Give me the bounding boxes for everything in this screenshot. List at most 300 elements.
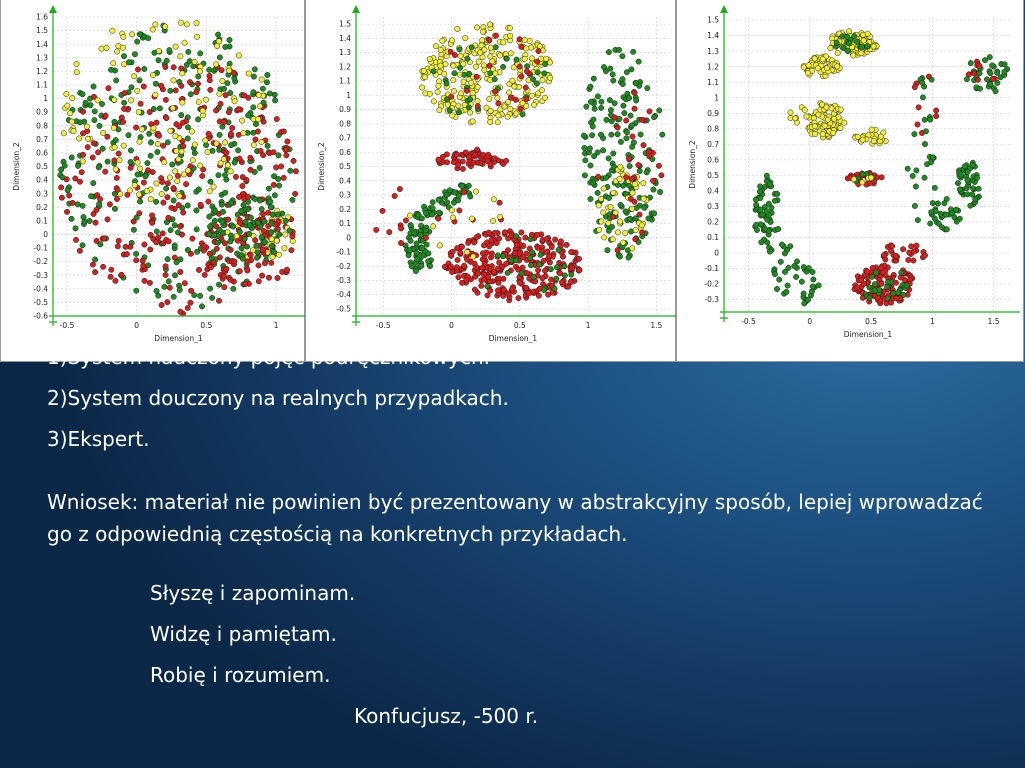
data-point-green [620, 81, 625, 86]
data-point-green [638, 132, 643, 137]
data-point-red [502, 230, 507, 235]
data-point-red [161, 200, 166, 205]
data-point-yellow [488, 108, 493, 113]
data-point-green [601, 64, 606, 69]
data-point-green [412, 230, 417, 235]
y-tick-label: 0.1 [707, 233, 719, 243]
data-point-red [228, 247, 233, 252]
data-point-yellow [251, 142, 256, 147]
data-point-red [105, 134, 110, 139]
data-point-red [461, 263, 466, 268]
data-point-green [426, 259, 431, 264]
data-point-yellow [135, 160, 140, 165]
data-point-red [475, 103, 480, 108]
data-point-red [198, 202, 203, 207]
data-point-green [436, 197, 441, 202]
data-point-red [100, 264, 105, 269]
data-point-green [954, 219, 959, 224]
data-point-yellow [508, 51, 513, 56]
data-point-green [618, 202, 623, 207]
data-point-green [631, 140, 636, 145]
data-point-green [213, 209, 218, 214]
data-point-yellow [473, 189, 478, 194]
data-point-yellow [641, 181, 646, 186]
data-point-green [777, 277, 782, 282]
y-axis-arrow-icon [49, 5, 57, 13]
data-point-green [932, 185, 937, 190]
data-point-green [259, 234, 264, 239]
data-point-yellow [173, 134, 178, 139]
data-point-green [269, 243, 274, 248]
conclusion-paragraph: Wniosek: materiał nie powinien być prezentowany w abstrakcyjny sposób, lepiej wprowadzać go z odpowiednią częstością na konkretnych przykładach. [47, 490, 983, 546]
data-point-green [128, 148, 133, 153]
data-point-red [173, 88, 178, 93]
y-tick-label: -0.4 [336, 290, 351, 300]
data-point-green [83, 100, 88, 105]
data-point-green [246, 113, 251, 118]
data-point-green [248, 215, 253, 220]
data-point-red [147, 280, 152, 285]
data-point-green [419, 245, 424, 250]
data-point-yellow [184, 22, 189, 27]
data-point-red [289, 248, 294, 253]
data-point-green [465, 56, 470, 61]
data-point-green [623, 209, 628, 214]
scatter-plot-3 [677, 0, 1025, 362]
data-point-red [492, 89, 497, 94]
data-point-red [108, 274, 113, 279]
y-tick-label: 0.7 [707, 139, 719, 149]
data-point-red [641, 142, 646, 147]
data-point-red [253, 137, 258, 142]
data-point-yellow [491, 197, 496, 202]
data-point-green [1002, 62, 1007, 67]
data-point-green [626, 255, 631, 260]
data-point-red [455, 162, 460, 167]
data-point-green [194, 227, 199, 232]
data-point-red [474, 74, 479, 79]
list-item-1-clipped [0, 345, 1024, 374]
data-point-yellow [632, 182, 637, 187]
data-point-yellow [598, 196, 603, 201]
data-point-red [870, 265, 875, 270]
data-point-green [408, 238, 413, 243]
data-point-red [466, 240, 471, 245]
data-point-green [976, 186, 981, 191]
data-point-yellow [815, 66, 820, 71]
y-tick-label: 0.9 [707, 108, 719, 118]
data-point-green [121, 53, 126, 58]
data-point-green [88, 194, 93, 199]
data-point-yellow [64, 91, 69, 96]
data-point-yellow [478, 50, 483, 55]
data-point-green [624, 70, 629, 75]
data-point-green [537, 262, 542, 267]
data-point-green [165, 140, 170, 145]
data-point-yellow [442, 71, 447, 76]
data-point-green [520, 112, 525, 117]
y-tick-label: 0.6 [707, 155, 719, 165]
data-point-green [129, 85, 134, 90]
data-point-red [909, 244, 914, 249]
data-point-green [137, 199, 142, 204]
data-point-yellow [181, 172, 186, 177]
data-point-green [135, 39, 140, 44]
data-point-red [273, 165, 278, 170]
data-point-red [237, 220, 242, 225]
data-point-red [615, 125, 620, 130]
data-point-yellow [153, 92, 158, 97]
data-point-green [466, 105, 471, 110]
data-point-green [207, 224, 212, 229]
axes [49, 5, 312, 326]
data-point-red [647, 154, 652, 159]
data-point-red [176, 202, 181, 207]
data-point-red [520, 255, 525, 260]
y-tick-label: -0.5 [336, 304, 351, 314]
x-tick-label: -0.5 [59, 321, 75, 330]
data-point-yellow [121, 143, 126, 148]
data-point-green [254, 255, 259, 260]
data-point-red [222, 119, 227, 124]
data-point-yellow [112, 97, 117, 102]
data-point-green [582, 173, 587, 178]
data-point-green [277, 232, 282, 237]
data-point-green [541, 287, 546, 292]
data-point-yellow [524, 103, 529, 108]
data-point-green [528, 255, 533, 260]
data-point-red [172, 255, 177, 260]
data-point-yellow [608, 204, 613, 209]
data-point-yellow [216, 39, 221, 44]
data-point-green [845, 48, 850, 53]
data-point-red [492, 230, 497, 235]
data-point-red [647, 109, 652, 114]
data-point-green [275, 212, 280, 217]
data-point-red [632, 106, 637, 111]
data-point-yellow [630, 190, 635, 195]
data-point-green [196, 74, 201, 79]
data-point-yellow [473, 64, 478, 69]
data-point-yellow [458, 91, 463, 96]
data-point-yellow [225, 163, 230, 168]
data-point-green [143, 174, 148, 179]
data-point-red [475, 271, 480, 276]
data-point-yellow [813, 131, 818, 136]
data-point-red [122, 90, 127, 95]
data-point-green [929, 210, 934, 215]
data-point-green [764, 209, 769, 214]
data-point-green [626, 95, 631, 100]
data-point-red [211, 260, 216, 265]
data-point-green [167, 47, 172, 52]
data-point-green [423, 211, 428, 216]
data-point-red [569, 265, 574, 270]
y-tick-label: 1 [43, 94, 48, 104]
data-point-red [448, 94, 453, 99]
data-point-red [912, 84, 917, 89]
data-point-green [262, 239, 267, 244]
data-point-yellow [828, 45, 833, 50]
data-point-red [94, 238, 99, 243]
data-point-yellow [502, 104, 507, 109]
data-point-green [543, 61, 548, 66]
data-point-green [514, 258, 519, 263]
y-tick-label: 0.9 [36, 107, 48, 117]
data-point-green [188, 92, 193, 97]
data-point-yellow [118, 191, 123, 196]
data-point-yellow [162, 160, 167, 165]
data-point-red [284, 267, 289, 272]
x-axis-title: Dimension_1 [154, 334, 203, 343]
data-point-green [172, 223, 177, 228]
data-point-green [210, 148, 215, 153]
data-point-red [879, 265, 884, 270]
data-point-red [219, 68, 224, 73]
data-point-yellow [851, 53, 856, 58]
data-point-red [275, 226, 280, 231]
list-item-2: 2)System douczony na realnych przypadkach. [47, 386, 509, 410]
data-point-red [256, 279, 261, 284]
data-point-red [260, 247, 265, 252]
data-point-red [66, 193, 71, 198]
data-point-red [461, 190, 466, 195]
data-point-green [977, 71, 982, 76]
data-point-green [414, 241, 419, 246]
data-point-green [65, 188, 70, 193]
data-point-red [113, 278, 118, 283]
data-point-green [869, 274, 874, 279]
data-point-red [281, 175, 286, 180]
data-point-yellow [861, 38, 866, 43]
data-point-green [215, 32, 220, 37]
data-point-yellow [463, 35, 468, 40]
data-point-yellow [548, 75, 553, 80]
data-point-red [454, 265, 459, 270]
data-point-yellow [95, 98, 100, 103]
data-point-red [266, 275, 271, 280]
data-point-red [120, 119, 125, 124]
data-point-red [123, 244, 128, 249]
data-point-yellow [449, 38, 454, 43]
data-point-red [77, 248, 82, 253]
y-tick-label: 0.5 [339, 162, 351, 172]
y-tick-label: -0.5 [33, 298, 48, 308]
data-point-green [754, 227, 759, 232]
data-point-green [121, 100, 126, 105]
data-point-red [637, 212, 642, 217]
data-point-green [920, 95, 925, 100]
data-point-green [165, 256, 170, 261]
data-point-red [103, 169, 108, 174]
data-point-yellow [436, 83, 441, 88]
data-point-green [519, 271, 524, 276]
data-point-green [217, 132, 222, 137]
data-point-yellow [440, 38, 445, 43]
data-point-red [124, 251, 129, 256]
data-point-red [464, 88, 469, 93]
scatter-panel-left [0, 0, 305, 362]
data-point-green [554, 265, 559, 270]
data-point-red [535, 59, 540, 64]
data-point-yellow [200, 108, 205, 113]
data-point-red [544, 249, 549, 254]
data-point-green [113, 137, 118, 142]
data-point-green [170, 162, 175, 167]
data-point-red [486, 230, 491, 235]
data-point-green [977, 86, 982, 91]
data-point-red [549, 245, 554, 250]
data-point-green [504, 56, 509, 61]
data-point-yellow [180, 71, 185, 76]
data-point-red [64, 209, 69, 214]
data-point-red [454, 152, 459, 157]
data-point-green [922, 117, 927, 122]
data-point-red [201, 248, 206, 253]
data-point-green [239, 245, 244, 250]
data-point-red [492, 156, 497, 161]
data-point-red [487, 38, 492, 43]
data-point-yellow [236, 53, 241, 58]
data-point-green [177, 287, 182, 292]
list-item-3: 3)Ekspert. [47, 427, 150, 451]
data-point-yellow [129, 32, 134, 37]
data-point-red [90, 262, 95, 267]
data-point-yellow [822, 123, 827, 128]
data-point-red [464, 277, 469, 282]
data-point-yellow [99, 46, 104, 51]
data-point-green [524, 63, 529, 68]
data-point-yellow [136, 109, 141, 114]
data-point-green [606, 156, 611, 161]
data-point-red [177, 224, 182, 229]
data-point-yellow [246, 71, 251, 76]
data-point-red [248, 252, 253, 257]
data-point-red [165, 195, 170, 200]
data-point-red [206, 131, 211, 136]
data-point-red [293, 169, 298, 174]
data-point-yellow [524, 46, 529, 51]
data-point-red [569, 249, 574, 254]
data-point-green [938, 211, 943, 216]
data-point-red [91, 141, 96, 146]
y-tick-label: -0.2 [33, 257, 48, 267]
data-point-red [509, 233, 514, 238]
data-point-green [616, 47, 621, 52]
data-point-red [85, 144, 90, 149]
data-point-yellow [194, 21, 199, 26]
data-point-red [659, 173, 664, 178]
data-point-red [59, 195, 64, 200]
data-point-red [548, 277, 553, 282]
data-point-green [415, 257, 420, 262]
data-point-green [242, 236, 247, 241]
y-tick-label: 1.5 [36, 26, 48, 36]
data-point-green [556, 247, 561, 252]
data-point-red [224, 150, 229, 155]
x-tick-label: 0 [807, 317, 813, 326]
data-point-red [466, 154, 471, 159]
data-point-red [79, 170, 84, 175]
data-point-yellow [475, 98, 480, 103]
data-point-yellow [793, 116, 798, 121]
data-point-red [448, 253, 453, 258]
data-point-green [785, 283, 790, 288]
data-point-green [762, 226, 767, 231]
data-point-yellow [167, 175, 172, 180]
data-point-yellow [222, 140, 227, 145]
data-point-green [467, 97, 472, 102]
data-point-green [430, 206, 435, 211]
data-point-red [576, 256, 581, 261]
data-point-yellow [506, 90, 511, 95]
data-point-green [199, 304, 204, 309]
data-point-red [181, 210, 186, 215]
data-point-green [646, 216, 651, 221]
data-point-yellow [618, 219, 623, 224]
data-point-green [252, 67, 257, 72]
data-point-green [865, 44, 870, 49]
data-point-green [860, 172, 865, 177]
data-point-green [610, 72, 615, 77]
data-point-yellow [431, 224, 436, 229]
data-point-green [283, 218, 288, 223]
data-point-green [782, 251, 787, 256]
data-point-red [188, 251, 193, 256]
data-point-red [233, 174, 238, 179]
data-point-red [101, 236, 106, 241]
data-point-yellow [257, 104, 262, 109]
data-point-green [228, 142, 233, 147]
data-point-green [588, 163, 593, 168]
data-point-green [408, 223, 413, 228]
data-point-red [200, 173, 205, 178]
data-point-yellow [137, 166, 142, 171]
data-point-yellow [479, 43, 484, 48]
data-point-red [275, 275, 280, 280]
data-point-green [757, 184, 762, 189]
data-point-red [109, 267, 114, 272]
data-point-green [207, 286, 212, 291]
data-point-yellow [71, 128, 76, 133]
y-tick-label: 0.1 [36, 216, 48, 226]
data-point-red [456, 275, 461, 280]
y-tick-label: -0.1 [704, 264, 719, 274]
data-point-green [809, 289, 814, 294]
data-point-yellow [179, 149, 184, 154]
y-tick-label: 1.4 [707, 31, 719, 41]
x-axis-title: Dimension_1 [843, 330, 893, 339]
data-point-yellow [639, 223, 644, 228]
data-point-green [910, 173, 915, 178]
data-point-green [645, 85, 650, 90]
data-point-red [70, 200, 75, 205]
data-point-red [858, 278, 863, 283]
data-point-red [626, 156, 631, 161]
data-point-red [610, 214, 615, 219]
data-point-red [486, 274, 491, 279]
data-point-green [988, 71, 993, 76]
data-point-green [228, 239, 233, 244]
data-point-yellow [111, 60, 116, 65]
data-point-yellow [871, 138, 876, 143]
data-point-green [620, 54, 625, 59]
quote-author: Konfucjusz, -500 r. [354, 704, 539, 728]
data-point-green [581, 133, 586, 138]
data-point-green [108, 67, 113, 72]
data-point-red [916, 105, 921, 110]
data-point-red [535, 232, 540, 237]
